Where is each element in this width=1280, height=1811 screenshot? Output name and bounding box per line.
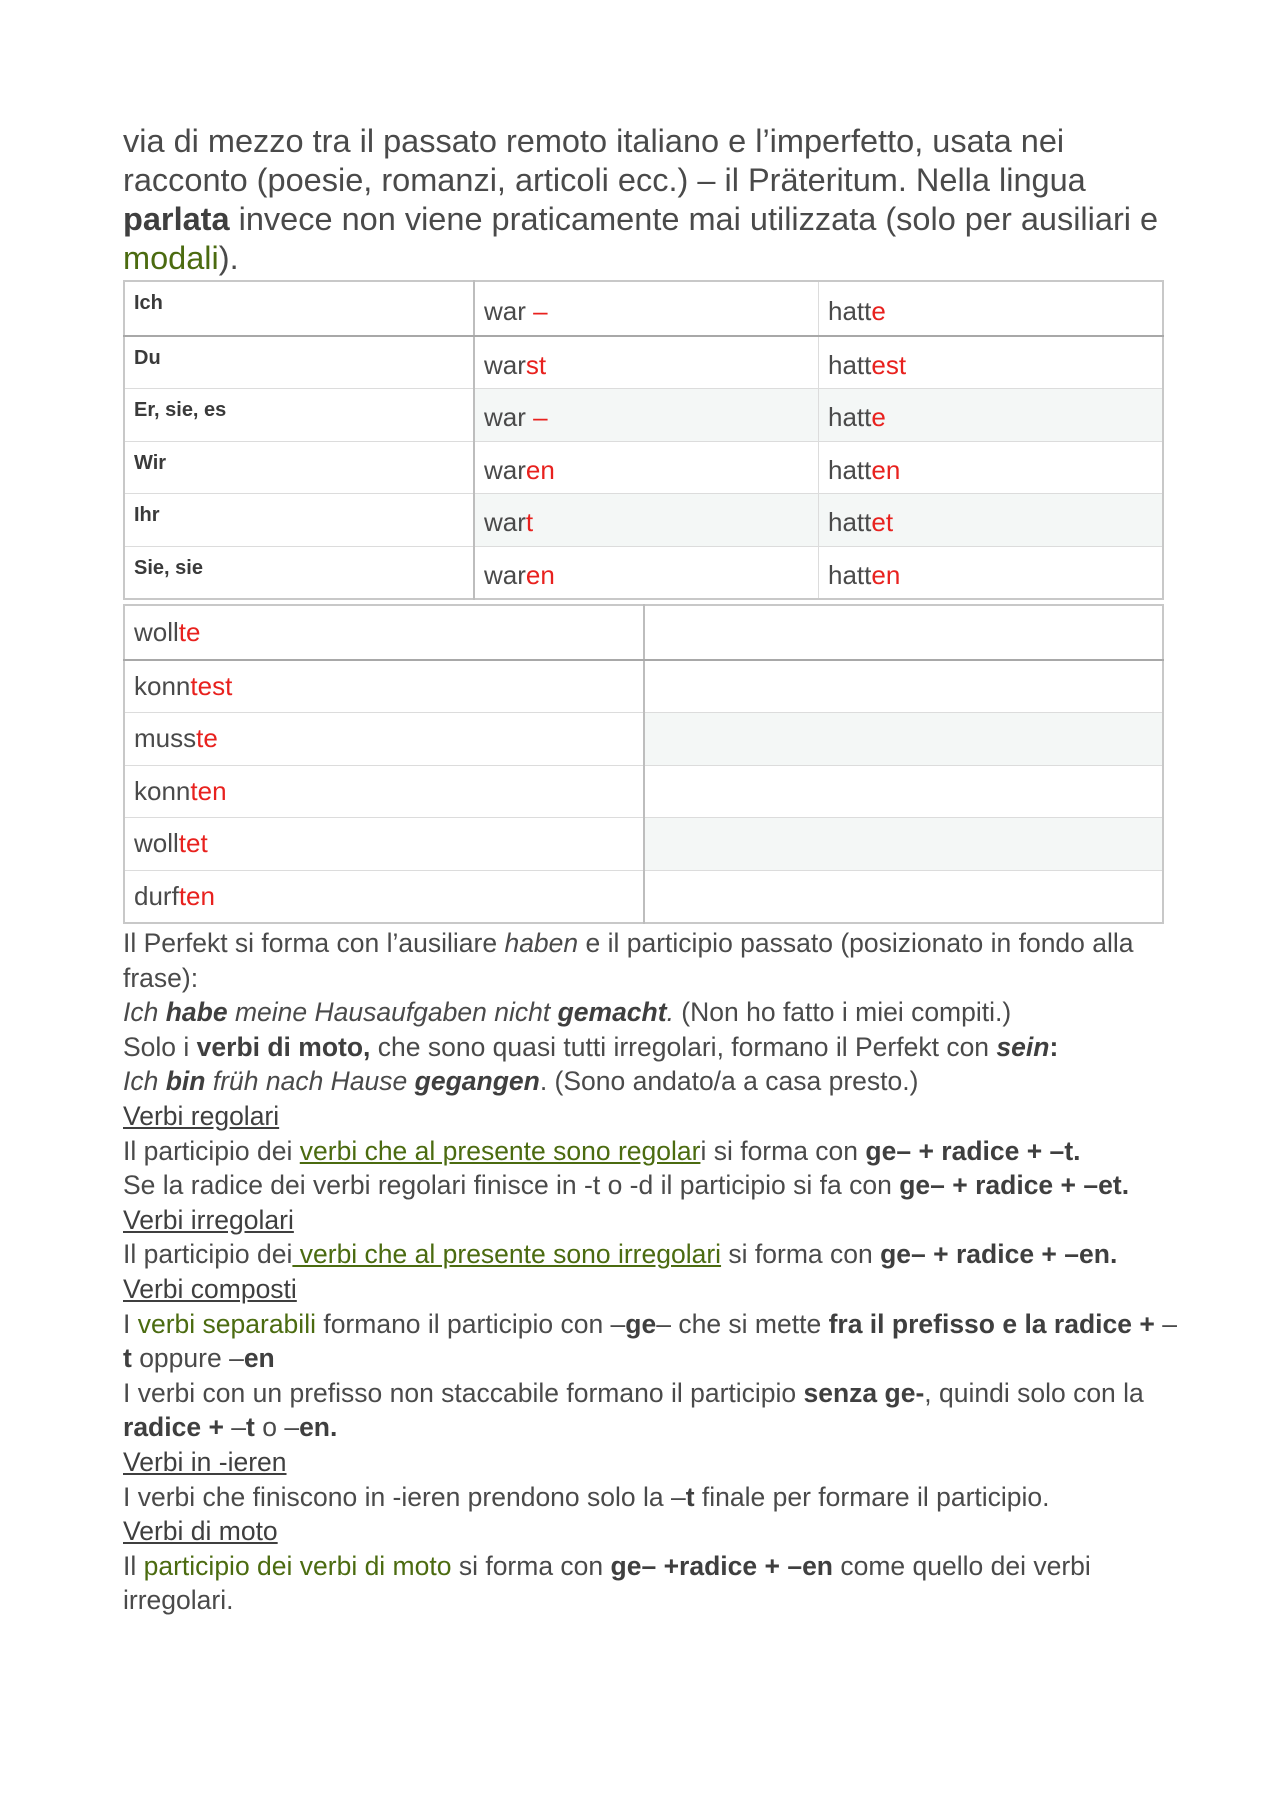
moto-rule: Il participio dei verbi di moto si forma con ge– +radice + –en come quello dei verbi irregolari. — [123, 1550, 1091, 1616]
intro-olive-word: modali — [123, 240, 219, 276]
empty-cell — [644, 660, 1163, 713]
haben-cell: hattest — [819, 336, 1164, 389]
modal-cell: konnten — [124, 765, 644, 818]
example-sentence-2: Ich bin früh nach Hause gegangen. (Sono andato/a a casa presto.) — [123, 1066, 919, 1097]
modal-cell: wollte — [124, 605, 644, 660]
irregolari-rule: Il participio dei verbi che al presente sono irregolari si forma con ge– + radice + –en. — [123, 1239, 1118, 1270]
table-row — [124, 870, 1163, 923]
table-row — [124, 605, 1163, 660]
perfekt-section — [123, 926, 1178, 1618]
modal-cell: wolltet — [124, 818, 644, 871]
haben-cell: hatte — [819, 389, 1164, 442]
pronoun-cell: Wir — [124, 441, 474, 494]
regolari-rule-td: Se la radice dei verbi regolari finisce in -t o -d il participio si fa con ge– + radice + –et. — [123, 1170, 1130, 1201]
table-row — [124, 818, 1163, 871]
empty-cell — [644, 605, 1163, 660]
sein-haben-table — [123, 280, 1164, 600]
table-row — [124, 281, 1163, 336]
heading-regolari: Verbi regolari — [123, 1100, 280, 1131]
verbi-di-moto-note: Solo i verbi di moto, che sono quasi tutti irregolari, formano il Perfekt con sein: — [123, 1031, 1059, 1062]
table-row — [124, 660, 1163, 713]
heading-moto: Verbi di moto — [123, 1516, 278, 1547]
perfekt-intro: Il Perfekt si forma con l’ausiliare haben e il participio passato (posizionato in fondo alla frase): — [123, 928, 1134, 993]
pronoun-cell: Du — [124, 336, 474, 389]
sein-cell: war – — [474, 389, 819, 442]
pronoun-cell: Ihr — [124, 494, 474, 547]
haben-cell: hatten — [819, 441, 1164, 494]
table-row — [124, 441, 1163, 494]
sein-cell: wart — [474, 494, 819, 547]
heading-irregolari: Verbi irregolari — [123, 1204, 294, 1235]
table-row — [124, 713, 1163, 766]
intro-bold: parlata — [123, 201, 230, 237]
sein-cell: warst — [474, 336, 819, 389]
modal-cell: musste — [124, 713, 644, 766]
heading-composti: Verbi composti — [123, 1273, 297, 1304]
empty-cell — [644, 870, 1163, 923]
pronoun-cell: Ich — [124, 281, 474, 336]
composti-rule-2: I verbi con un prefisso non staccabile formano il participio senza ge-, quindi solo con la radice + –t o –en. — [123, 1377, 1144, 1443]
intro-end: ). — [218, 240, 239, 276]
regolari-rule: Il participio dei verbi che al presente sono regolari si forma con ge– + radice + –t. — [123, 1135, 1081, 1166]
modal-cell: konntest — [124, 660, 644, 713]
table-row — [124, 494, 1163, 547]
intro-paragraph — [123, 122, 1173, 278]
empty-cell — [644, 713, 1163, 766]
example-sentence-1: Ich habe meine Hausaufgaben nicht gemacht. (Non ho fatto i miei compiti.) — [123, 997, 1012, 1028]
table-row — [124, 546, 1163, 599]
haben-cell: hatte — [819, 281, 1164, 336]
empty-cell — [644, 818, 1163, 871]
haben-cell: hattet — [819, 494, 1164, 547]
heading-ieren: Verbi in -ieren — [123, 1446, 287, 1477]
empty-cell — [644, 765, 1163, 818]
table-row — [124, 389, 1163, 442]
intro-text-2: invece non viene praticamente mai utilizzata (solo per ausiliari e — [229, 201, 1159, 237]
modal-verbs-table — [123, 604, 1164, 924]
intro-text: via di mezzo tra il passato remoto italiano e l’imperfetto, usata nei racconto (poesie, romanzi, articoli ecc.) – il Präteritum. Nella lingua — [123, 123, 1086, 198]
composti-rule-1: I verbi separabili formano il participio con –ge– che si mette fra il prefisso e la radice + –t oppure –en — [123, 1308, 1177, 1374]
sein-cell: waren — [474, 441, 819, 494]
pronoun-cell: Er, sie, es — [124, 389, 474, 442]
table-row — [124, 336, 1163, 389]
sein-cell: waren — [474, 546, 819, 599]
haben-cell: hatten — [819, 546, 1164, 599]
sein-cell: war – — [474, 281, 819, 336]
table-row — [124, 765, 1163, 818]
modal-cell: durften — [124, 870, 644, 923]
ieren-rule: I verbi che finiscono in -ieren prendono solo la –t finale per formare il participio. — [123, 1481, 1050, 1512]
pronoun-cell: Sie, sie — [124, 546, 474, 599]
